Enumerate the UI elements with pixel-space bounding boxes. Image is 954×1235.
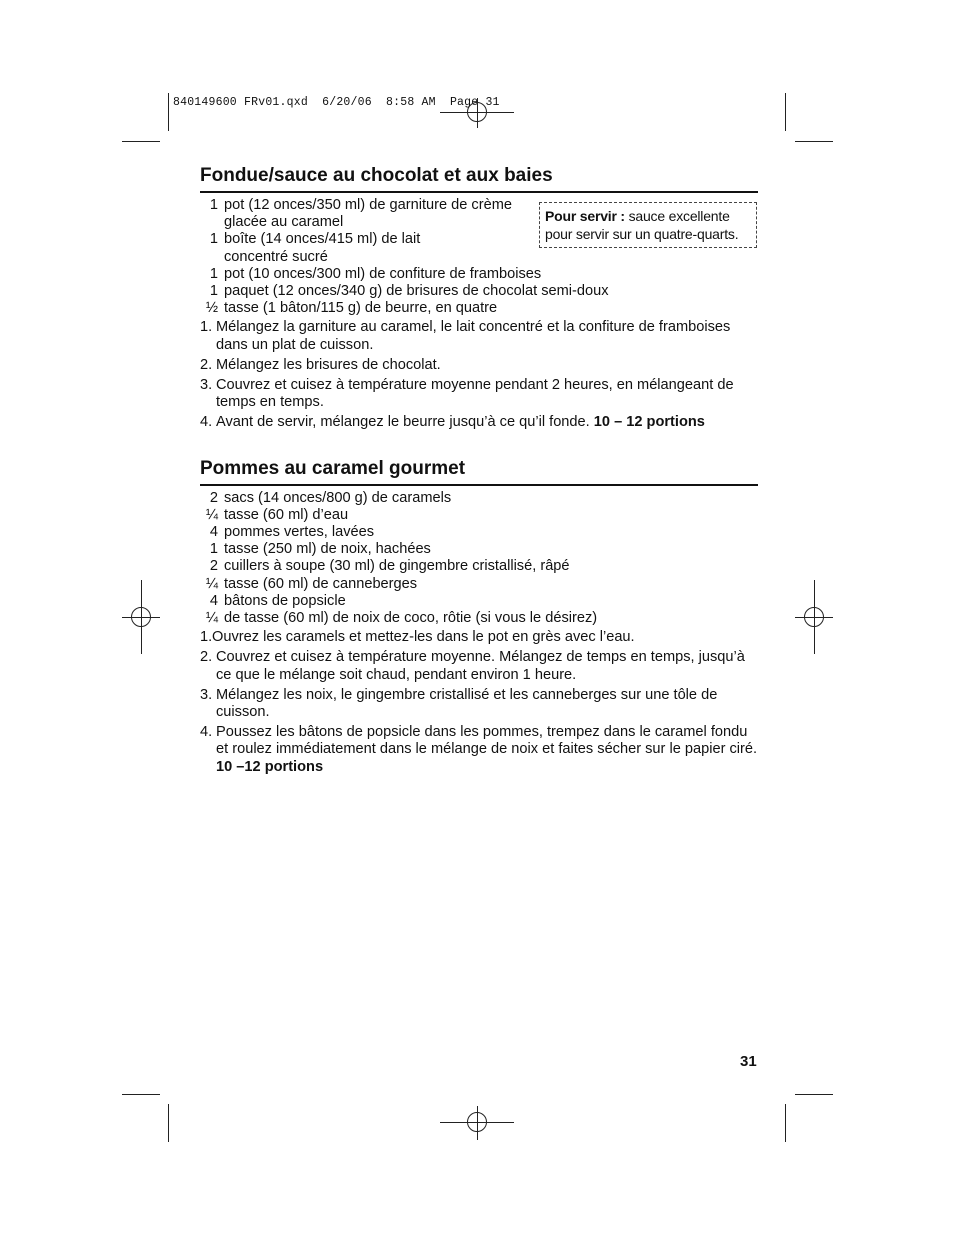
registration-mark (467, 102, 487, 122)
registration-mark (467, 1112, 487, 1132)
tip-text: sauce excellente pour servir sur un quatre-quarts. (545, 208, 739, 242)
ingredient-item: ½ tasse (1 bâton/115 g) de beurre, en quatre (205, 300, 498, 317)
ingredient-item: ¼ tasse (60 ml) d’eau (205, 506, 349, 523)
instruction-list (200, 319, 758, 431)
registration-mark (131, 607, 151, 627)
ingredient-list (200, 490, 758, 628)
ingredient-item: 1 paquet (12 onces/340 g) de brisures de chocolat semi-doux (209, 283, 609, 300)
page-content (200, 165, 758, 779)
instruction-step: 4. Poussez les bâtons de popsicle dans les pommes, trempez dans le caramel fondu et roulez immédiatement dans le mélange de noix et faites sécher sur le papier ciré. 10 –12 portions (200, 724, 758, 775)
recipe-title: Fondue/sauce au chocolat et aux baies (200, 165, 758, 193)
ingredient-item: 4 bâtons de popsicle (209, 592, 346, 609)
ingredient-item: 1 tasse (250 ml) de noix, hachées (209, 541, 431, 558)
crop-mark (168, 93, 169, 131)
recipe-title: Pommes au caramel gourmet (200, 458, 758, 486)
ingredient-item: glacée au caramel (224, 214, 344, 231)
ingredient-item: concentré sucré (224, 248, 328, 265)
ingredient-item: ¼ tasse (60 ml) de canneberges (205, 575, 418, 592)
ingredient-item: 4 pommes vertes, lavées (209, 524, 375, 541)
instruction-step: 1. Ouvrez les caramels et mettez-les dans le pot en grès avec l’eau. (200, 629, 635, 646)
instruction-step: 1. Mélangez la garniture au caramel, le lait concentré et la confiture de framboises dans un plat de cuisson. (200, 319, 731, 353)
instruction-step: 2. Mélangez les brisures de chocolat. (200, 356, 441, 373)
crop-mark (795, 141, 833, 142)
registration-mark (804, 607, 824, 627)
crop-mark (168, 1104, 169, 1142)
ingredient-item: 1 boîte (14 onces/415 ml) de lait (209, 231, 421, 248)
instruction-step: 2. Couvrez et cuisez à température moyenne. Mélangez de temps en temps, jusqu’à ce que le mélange soit chaud, pendant environ 1 heure. (200, 649, 745, 683)
yield-text: 10 – 12 portions (593, 414, 705, 431)
instruction-list (200, 629, 758, 776)
crop-mark (795, 1094, 833, 1095)
ingredient-item: 1 pot (12 onces/350 ml) de garniture de crème (209, 197, 512, 213)
instruction-step: 3. Mélangez les noix, le gingembre cristallisé et les canneberges sur une tôle de cuisson. (200, 686, 718, 721)
ingredient-item: 2 cuillers à soupe (30 ml) de gingembre cristallisé, râpé (209, 558, 570, 575)
crop-mark (785, 93, 786, 131)
yield-text: 10 –12 portions (216, 758, 324, 775)
file-slug: 840149600 FRv01.qxd 6/20/06 8:58 AM Page 31 (173, 96, 500, 109)
instruction-step: 4. Avant de servir, mélangez le beurre jusqu’à ce qu’il fonde. 10 – 12 portions (200, 414, 705, 431)
ingredient-list (200, 197, 758, 317)
instruction-step: 3. Couvrez et cuisez à température moyenne pendant 2 heures, en mélangeant de temps en temps. (200, 377, 734, 411)
ingredient-item: 2 sacs (14 onces/800 g) de caramels (209, 489, 452, 506)
crop-mark (122, 141, 160, 142)
ingredient-item: 1 pot (10 onces/300 ml) de confiture de framboises (209, 265, 542, 282)
crop-mark (785, 1104, 786, 1142)
tip-label: Pour servir : (545, 208, 625, 224)
ingredient-item: ¼ de tasse (60 ml) de noix de coco, rôtie (si vous le désirez) (205, 610, 598, 627)
page-number: 31 (740, 1053, 757, 1070)
serving-tip-box (539, 202, 757, 248)
crop-mark (122, 1094, 160, 1095)
